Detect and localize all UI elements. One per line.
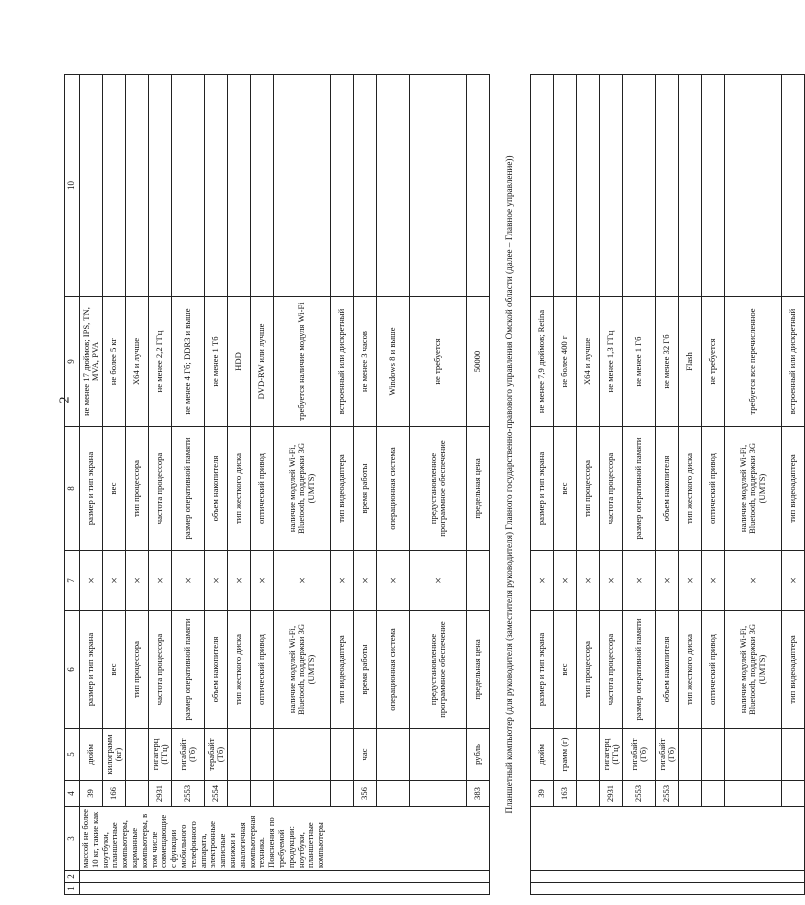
value-cell: требуется все перечисленное <box>725 297 782 427</box>
spec-row <box>80 75 103 895</box>
okei-code-cell: 2554 <box>205 781 228 807</box>
empty-cell <box>531 75 554 297</box>
value-cell: требуется наличие модуля Wi-Fi <box>274 297 331 427</box>
unit-cell: грамм (г) <box>554 729 577 781</box>
mark-cell: × <box>354 551 377 611</box>
characteristic-cell: оптический привод <box>702 611 725 729</box>
unit-cell <box>228 729 251 781</box>
empty-cell <box>410 75 467 297</box>
col-num: 1 <box>65 883 80 895</box>
characteristic-cell: тип видеоадаптера <box>331 611 354 729</box>
unit-cell <box>331 729 354 781</box>
characteristic-cell: тип процессора <box>126 427 149 551</box>
empty-cell <box>577 75 600 297</box>
okei-code-cell: 2553 <box>172 781 205 807</box>
characteristic-cell: размер и тип экрана <box>531 427 554 551</box>
value-cell: X64 и лучше <box>126 297 149 427</box>
spec-row <box>679 75 702 895</box>
spec-row <box>331 75 354 895</box>
spec-row <box>782 75 805 895</box>
col-num: 9 <box>65 297 80 427</box>
mark-cell: × <box>531 551 554 611</box>
characteristic-cell: тип процессора <box>577 611 600 729</box>
spec-row <box>725 75 782 895</box>
characteristic-cell: наличие модулей Wi-Fi, Bluetooth, поддержки 3G (UMTS) <box>725 427 782 551</box>
okei-code-cell: 2931 <box>600 781 623 807</box>
spec-row <box>126 75 149 895</box>
unit-cell <box>702 729 725 781</box>
characteristic-cell: тип процессора <box>126 611 149 729</box>
okei-code-cell: 356 <box>354 781 377 807</box>
mark-cell: × <box>80 551 103 611</box>
characteristic-cell: объем накопителя <box>656 611 679 729</box>
category-cell: массой не более 10 кг, такие как ноутбуки, планшетные компьютеры, карманные компьютеры, в том числе совмещающие с функции мобильного телефонного аппарата, электронные записные книжки и аналогичная компьютерная техника. Пояснения по требуемой продукции: ноутбуки, планшетные компьютеры <box>80 807 490 871</box>
characteristic-cell: предельная цена <box>467 427 490 551</box>
characteristic-cell: объем накопителя <box>656 427 679 551</box>
col-num: 3 <box>65 807 80 871</box>
characteristic-cell: тип видеоадаптера <box>782 611 805 729</box>
empty-cell <box>725 75 782 297</box>
empty-cell <box>331 75 354 297</box>
unit-cell <box>679 729 702 781</box>
okei-code-cell: 39 <box>531 781 554 807</box>
spec-row <box>702 75 725 895</box>
mark-cell: × <box>725 551 782 611</box>
spec-row <box>377 75 410 895</box>
col2-cell <box>531 871 805 883</box>
value-cell: HDD <box>228 297 251 427</box>
unit-cell: гигагерц (ГГц) <box>600 729 623 781</box>
empty-cell <box>172 75 205 297</box>
col-num: 2 <box>65 871 80 883</box>
value-cell: не менее 1 Тб <box>205 297 228 427</box>
value-cell: встроенный или дискретный <box>331 297 354 427</box>
mark-cell: × <box>656 551 679 611</box>
unit-cell: час <box>354 729 377 781</box>
characteristic-cell: размер оперативной памяти <box>623 427 656 551</box>
okei-code-cell <box>679 781 702 807</box>
col-num: 7 <box>65 551 80 611</box>
value-cell: не менее 2,2 ГГц <box>149 297 172 427</box>
col-num: 5 <box>65 729 80 781</box>
characteristic-cell: размер и тип экрана <box>80 611 103 729</box>
unit-cell <box>274 729 331 781</box>
okei-code-cell <box>702 781 725 807</box>
unit-cell: гигабайт (Гб) <box>172 729 205 781</box>
empty-cell <box>679 75 702 297</box>
characteristic-cell: тип жесткого диска <box>679 611 702 729</box>
value-cell: не менее 17 дюймов; IPS, TN, MVA, PVA <box>80 297 103 427</box>
characteristic-cell: время работы <box>354 427 377 551</box>
unit-cell <box>782 729 805 781</box>
unit-cell <box>126 729 149 781</box>
okei-code-cell <box>228 781 251 807</box>
value-cell: не требуется <box>410 297 467 427</box>
spec-row <box>531 75 554 895</box>
okei-code-cell <box>577 781 600 807</box>
mark-cell: × <box>623 551 656 611</box>
characteristic-cell: предустановленное программное обеспечение <box>410 427 467 551</box>
unit-cell: терабайт (Тб) <box>205 729 228 781</box>
col-num: 6 <box>65 611 80 729</box>
empty-cell <box>467 75 490 297</box>
characteristic-cell: оптический привод <box>251 611 274 729</box>
characteristic-cell: вес <box>103 611 126 729</box>
empty-cell <box>103 75 126 297</box>
spec-row <box>103 75 126 895</box>
empty-cell <box>205 75 228 297</box>
col-num: 10 <box>65 75 80 297</box>
value-cell: X64 и лучше <box>577 297 600 427</box>
column-number-row <box>65 75 80 895</box>
value-cell: не менее 1 Гб <box>623 297 656 427</box>
characteristic-cell: частота процессора <box>600 427 623 551</box>
unit-cell <box>377 729 410 781</box>
spec-row <box>410 75 467 895</box>
mark-cell: × <box>172 551 205 611</box>
spec-row <box>600 75 623 895</box>
value-cell: не менее 32 Гб <box>656 297 679 427</box>
characteristic-cell: вес <box>554 611 577 729</box>
empty-cell <box>656 75 679 297</box>
col-num: 8 <box>65 427 80 551</box>
characteristic-cell: размер оперативной памяти <box>172 611 205 729</box>
value-cell: не менее 3 часов <box>354 297 377 427</box>
characteristic-cell: оптический привод <box>702 427 725 551</box>
unit-cell: гигагерц (ГГц) <box>149 729 172 781</box>
unit-cell <box>251 729 274 781</box>
spec-row <box>467 75 490 895</box>
col1-cell <box>531 883 805 895</box>
characteristic-cell: размер оперативной памяти <box>623 611 656 729</box>
okei-code-cell <box>331 781 354 807</box>
characteristic-cell: объем накопителя <box>205 427 228 551</box>
value-cell: не менее 4 Гб; DDR3 и выше <box>172 297 205 427</box>
okei-code-cell: 2931 <box>149 781 172 807</box>
spec-row <box>656 75 679 895</box>
characteristic-cell: размер и тип экрана <box>80 427 103 551</box>
empty-cell <box>702 75 725 297</box>
characteristic-cell: операционная система <box>377 611 410 729</box>
table-body <box>65 75 805 895</box>
value-cell: не более 400 г <box>554 297 577 427</box>
okei-code-cell <box>274 781 331 807</box>
empty-cell <box>274 75 331 297</box>
characteristic-cell: оптический привод <box>251 427 274 551</box>
mark-cell: × <box>274 551 331 611</box>
characteristic-cell: тип видеоадаптера <box>331 427 354 551</box>
empty-cell <box>126 75 149 297</box>
characteristic-cell: вес <box>103 427 126 551</box>
okei-code-cell: 2553 <box>623 781 656 807</box>
unit-cell: дюйм <box>80 729 103 781</box>
spec-row <box>205 75 228 895</box>
empty-cell <box>623 75 656 297</box>
requirements-table <box>64 74 805 895</box>
okei-code-cell: 39 <box>80 781 103 807</box>
characteristic-cell: предельная цена <box>467 611 490 729</box>
characteristic-cell: наличие модулей Wi-Fi, Bluetooth, поддержки 3G (UMTS) <box>274 427 331 551</box>
empty-cell <box>600 75 623 297</box>
mark-cell: × <box>126 551 149 611</box>
characteristic-cell: тип жесткого диска <box>228 427 251 551</box>
empty-cell <box>354 75 377 297</box>
rotated-table-sheet <box>64 75 800 895</box>
mark-cell: × <box>600 551 623 611</box>
characteristic-cell: размер оперативной памяти <box>172 427 205 551</box>
value-cell: встроенный или дискретный <box>782 297 805 427</box>
empty-cell <box>251 75 274 297</box>
characteristic-cell: частота процессора <box>149 611 172 729</box>
section-caption: Планшетный компьютер (для руководителя (заместителя руководителя) Главного государственно-правового управления Омской области (далее – Главное управление)) <box>490 75 531 895</box>
value-cell: DVD-RW или лучше <box>251 297 274 427</box>
mark-cell: × <box>103 551 126 611</box>
unit-cell: рубль <box>467 729 490 781</box>
characteristic-cell: наличие модулей Wi-Fi, Bluetooth, поддержки 3G (UMTS) <box>274 611 331 729</box>
empty-cell <box>228 75 251 297</box>
unit-cell <box>577 729 600 781</box>
spec-row <box>274 75 331 895</box>
characteristic-cell: наличие модулей Wi-Fi, Bluetooth, поддержки 3G (UMTS) <box>725 611 782 729</box>
spec-row <box>623 75 656 895</box>
okei-code-cell <box>126 781 149 807</box>
value-cell: Flash <box>679 297 702 427</box>
spec-row <box>354 75 377 895</box>
characteristic-cell: размер и тип экрана <box>531 611 554 729</box>
empty-cell <box>80 75 103 297</box>
mark-cell: × <box>205 551 228 611</box>
mark-cell: × <box>251 551 274 611</box>
okei-code-cell <box>725 781 782 807</box>
characteristic-cell: операционная система <box>377 427 410 551</box>
empty-cell <box>782 75 805 297</box>
characteristic-cell: частота процессора <box>600 611 623 729</box>
okei-code-cell: 166 <box>103 781 126 807</box>
okei-code-cell <box>251 781 274 807</box>
okei-code-cell: 383 <box>467 781 490 807</box>
characteristic-cell: объем накопителя <box>205 611 228 729</box>
unit-cell: дюйм <box>531 729 554 781</box>
unit-cell <box>410 729 467 781</box>
spec-row <box>172 75 205 895</box>
value-cell: не более 5 кг <box>103 297 126 427</box>
unit-cell: килограмм (кг) <box>103 729 126 781</box>
mark-cell: × <box>377 551 410 611</box>
characteristic-cell: тип процессора <box>577 427 600 551</box>
mark-cell <box>467 551 490 611</box>
col-num: 4 <box>65 781 80 807</box>
unit-cell: гигабайт (Гб) <box>656 729 679 781</box>
spec-row <box>149 75 172 895</box>
spec-row <box>577 75 600 895</box>
characteristic-cell: вес <box>554 427 577 551</box>
value-cell: Windows 8 и выше <box>377 297 410 427</box>
mark-cell: × <box>679 551 702 611</box>
spec-row <box>251 75 274 895</box>
section-caption-row <box>490 75 531 895</box>
unit-cell: гигабайт (Гб) <box>623 729 656 781</box>
okei-code-cell <box>377 781 410 807</box>
spec-row <box>554 75 577 895</box>
okei-code-cell: 2553 <box>656 781 679 807</box>
empty-cell <box>149 75 172 297</box>
characteristic-cell: тип жесткого диска <box>679 427 702 551</box>
mark-cell: × <box>554 551 577 611</box>
mark-cell: × <box>410 551 467 611</box>
spec-row <box>228 75 251 895</box>
characteristic-cell: тип видеоадаптера <box>782 427 805 551</box>
okei-code-cell: 163 <box>554 781 577 807</box>
value-cell: 50000 <box>467 297 490 427</box>
category-cell <box>531 807 805 871</box>
value-cell: не менее 1,3 ГГц <box>600 297 623 427</box>
mark-cell: × <box>228 551 251 611</box>
okei-code-cell <box>782 781 805 807</box>
col2-cell <box>80 871 490 883</box>
page-number: 2 <box>57 396 73 404</box>
col1-cell <box>80 883 490 895</box>
empty-cell <box>377 75 410 297</box>
value-cell: не менее 7,9 дюймов; Retina <box>531 297 554 427</box>
mark-cell: × <box>331 551 354 611</box>
value-cell: не требуется <box>702 297 725 427</box>
mark-cell: × <box>782 551 805 611</box>
characteristic-cell: предустановленное программное обеспечение <box>410 611 467 729</box>
mark-cell: × <box>702 551 725 611</box>
mark-cell: × <box>577 551 600 611</box>
characteristic-cell: тип жесткого диска <box>228 611 251 729</box>
empty-cell <box>554 75 577 297</box>
characteristic-cell: время работы <box>354 611 377 729</box>
okei-code-cell <box>410 781 467 807</box>
unit-cell <box>725 729 782 781</box>
characteristic-cell: частота процессора <box>149 427 172 551</box>
mark-cell: × <box>149 551 172 611</box>
